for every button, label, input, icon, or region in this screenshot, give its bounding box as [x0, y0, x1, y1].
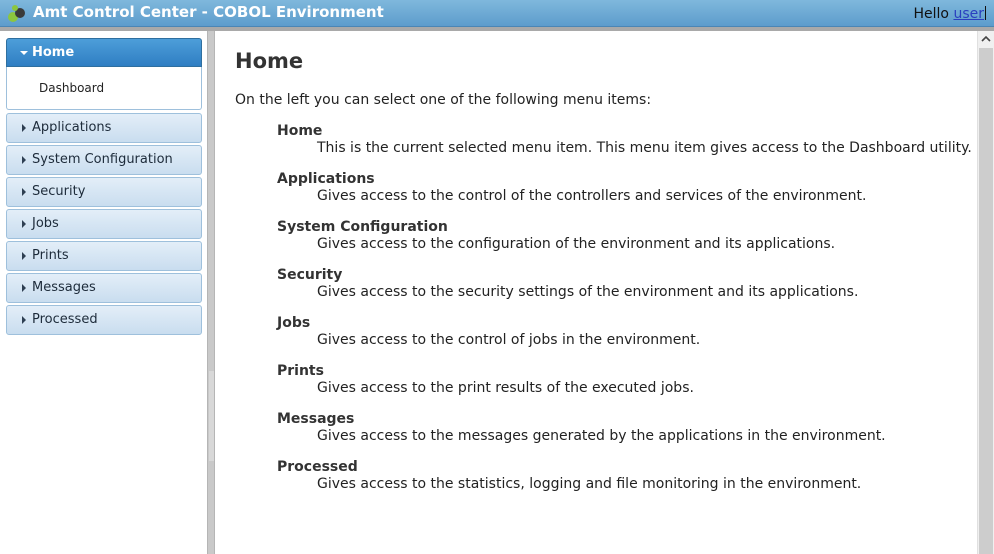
sidebar-section-label: Applications	[32, 120, 112, 135]
triangle-right-icon	[22, 188, 26, 196]
greeting-text: Hello	[913, 6, 954, 22]
item-term: Processed	[277, 459, 358, 475]
scrollbar-thumb[interactable]	[979, 48, 993, 554]
sidebar-section-label: Processed	[32, 312, 98, 327]
menu-description-prints	[277, 363, 977, 397]
item-term: Prints	[277, 363, 324, 379]
item-term: Jobs	[277, 315, 311, 331]
scroll-up-button[interactable]	[978, 31, 994, 48]
menu-description-home	[277, 123, 977, 157]
sidebar	[0, 31, 208, 554]
app-title: Amt Control Center - COBOL Environment	[33, 3, 384, 21]
sidebar-section-prints[interactable]	[6, 241, 202, 271]
sidebar-section-label: System Configuration	[32, 152, 173, 167]
item-term: Applications	[277, 171, 375, 187]
home-panel	[6, 67, 202, 110]
item-description: Gives access to the messages generated by the applications in the environment.	[317, 428, 886, 444]
triangle-right-icon	[22, 316, 26, 324]
user-link[interactable]: user	[953, 6, 984, 22]
intro-text: On the left you can select one of the following menu items:	[235, 92, 652, 108]
sidebar-section-label: Jobs	[32, 216, 59, 231]
sidebar-section-home[interactable]	[6, 38, 202, 67]
sidebar-item-dashboard[interactable]: Dashboard	[39, 81, 105, 95]
item-description: Gives access to the control of jobs in the environment.	[317, 332, 701, 348]
app-logo-icon	[6, 4, 28, 24]
menu-description-system-configuration	[277, 219, 977, 253]
item-term: Messages	[277, 411, 355, 427]
pane-splitter[interactable]	[207, 31, 215, 554]
triangle-right-icon	[22, 220, 26, 228]
chevron-up-icon	[981, 35, 991, 43]
item-term: System Configuration	[277, 219, 448, 235]
sidebar-section-security[interactable]	[6, 177, 202, 207]
menu-description-applications	[277, 171, 977, 205]
triangle-right-icon	[22, 156, 26, 164]
sidebar-section-system-configuration[interactable]	[6, 145, 202, 175]
sidebar-section-jobs[interactable]	[6, 209, 202, 239]
item-description: Gives access to the configuration of the environment and its applications.	[317, 236, 836, 252]
item-description: Gives access to the control of the controllers and services of the environment.	[317, 188, 867, 204]
triangle-right-icon	[22, 252, 26, 260]
user-greeting	[914, 6, 986, 22]
item-description: Gives access to the security settings of the environment and its applications.	[317, 284, 859, 300]
triangle-right-icon	[22, 284, 26, 292]
triangle-down-icon	[20, 51, 28, 55]
sidebar-section-label: Home	[32, 45, 75, 60]
text-caret	[985, 6, 986, 20]
item-description: This is the current selected menu item. This menu item gives access to the Dashboard utility.	[317, 140, 972, 156]
item-description: Gives access to the print results of the executed jobs.	[317, 380, 694, 396]
sidebar-section-label: Prints	[32, 248, 69, 263]
menu-description-processed	[277, 459, 977, 493]
item-term: Home	[277, 123, 323, 139]
sidebar-section-label: Security	[32, 184, 86, 199]
menu-description-messages	[277, 411, 977, 445]
splitter-grip[interactable]	[209, 371, 214, 461]
menu-description-security	[277, 267, 977, 301]
sidebar-section-label: Messages	[32, 280, 96, 295]
sidebar-section-processed[interactable]	[6, 305, 202, 335]
triangle-right-icon	[22, 124, 26, 132]
main-content	[215, 31, 977, 554]
vertical-scrollbar[interactable]	[977, 31, 994, 554]
sidebar-section-applications[interactable]	[6, 113, 202, 143]
title-bar	[0, 0, 994, 27]
item-description: Gives access to the statistics, logging and file monitoring in the environment.	[317, 476, 862, 492]
item-term: Security	[277, 267, 343, 283]
page-title: Home	[235, 49, 304, 73]
menu-description-jobs	[277, 315, 977, 349]
sidebar-section-messages[interactable]	[6, 273, 202, 303]
